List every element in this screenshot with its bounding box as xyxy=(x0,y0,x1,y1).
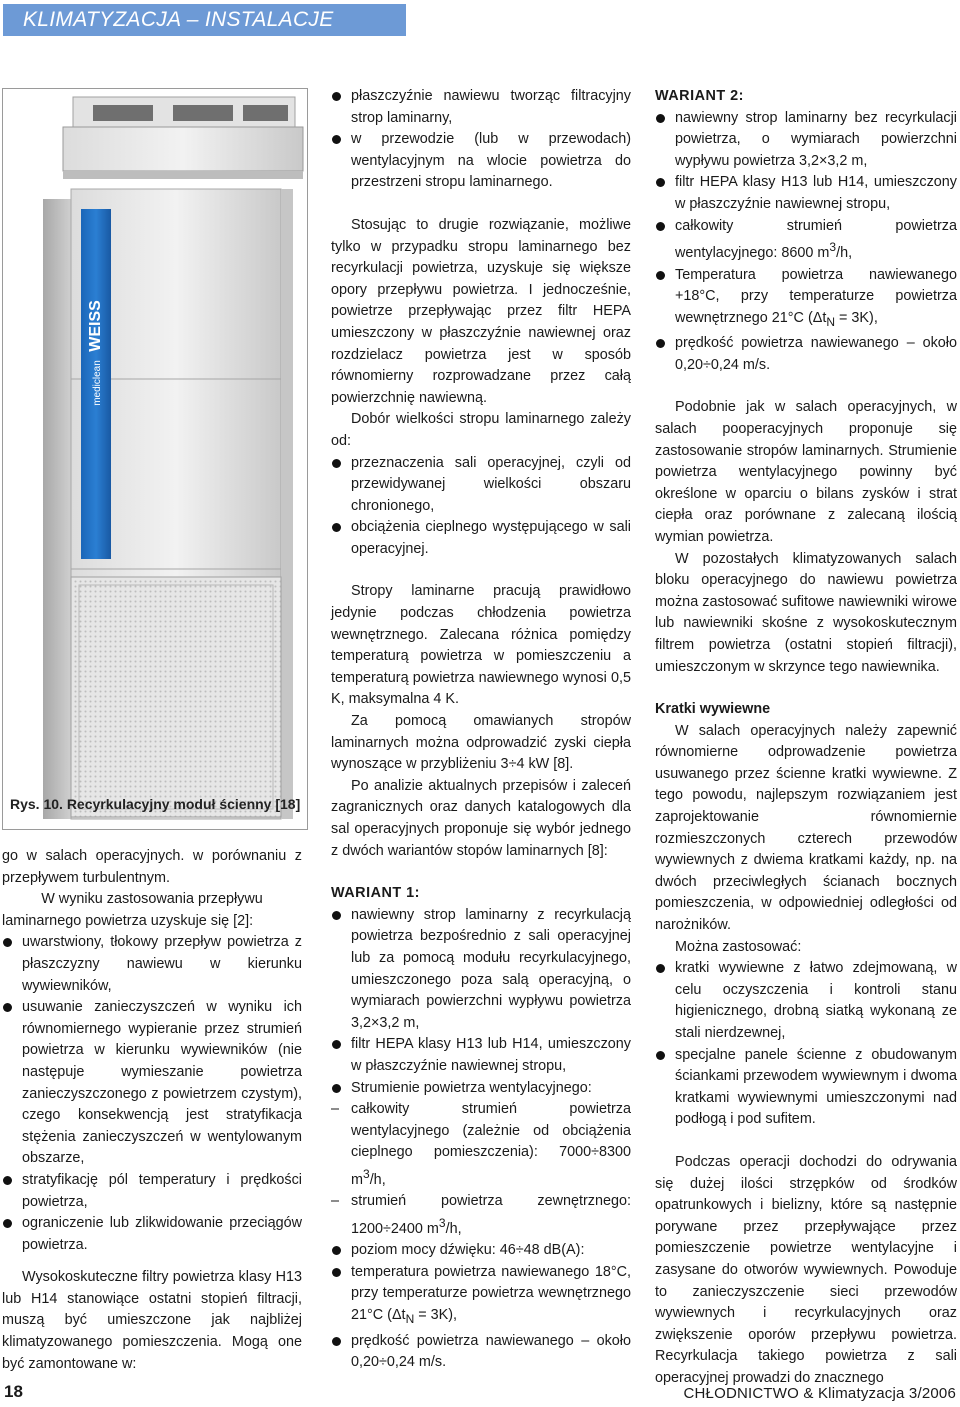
column3-para4: Można zastosować: xyxy=(675,938,802,955)
w1-dash-2-tail: /h, xyxy=(445,1220,462,1237)
column1-bullet-3: stratyfikację pól temperatury i prędkości powietrza, xyxy=(2,1170,302,1213)
w2-bullet-1: nawiewny strop laminarny bez recyrkulacji powietrza, o wymiarach powierzchni wypływu powietrza 3,2×3,2 m, xyxy=(655,108,957,173)
figure-frame xyxy=(2,88,308,830)
w1-dash-1-tail: /h, xyxy=(369,1171,386,1188)
w1-dash-1-text: całkowity strumień powietrza wentylacyjnego (zależnie od obciążenia cieplnego pomieszczenia): 7000÷8300 m xyxy=(351,1101,631,1188)
w2-bullet-4-sub: N xyxy=(826,314,836,329)
column2-bullet-mid-2: obciążenia cieplnego występującego w sali operacyjnej. xyxy=(331,517,631,560)
w1-dash-2 xyxy=(331,1191,631,1240)
column1-bullet-4: ograniczenie lub zlikwidowanie przeciągów powietrza. xyxy=(2,1213,302,1256)
column1-para2: Wysokoskuteczne filtry powietrza klasy H13 lub H14 stanowiące ostatni stopień filtracji, muszą być umieszczone jak najbliżej klimatyzowanego pomieszczenia. Mogą one być zamontowane w: xyxy=(2,1269,302,1372)
column3-para3: W salach operacyjnych należy zapewnić równomierne odprowadzenie powietrza usuwanego przez ścienne kratki wywiewne. Z tego powodu, najlepszym rozwiązaniem jest zaprojektowanie równomiernie rozmieszczonych czterech przewodów wywiewnych z dwiema kratkami każdy, np. na dwóch przeciwległych ścianach bocznych pomieszczenia, w odpowiedniej odległości od narożników. xyxy=(655,722,957,934)
w2-bullet-5: prędkość powietrza nawiewanego – około 0,20÷0,24 m/s. xyxy=(655,333,957,376)
column-3 xyxy=(655,86,957,1390)
w2-bullet-3-sup: 3 xyxy=(829,240,837,255)
wall-module-unit-illustration xyxy=(3,89,308,830)
column1-para1: W wyniku zastosowania przepływu laminarnego powietrza uzyskuje się [2]: xyxy=(2,891,263,929)
column3-bullet-1: kratki wywiewne z łatwo zdejmowaną, w celu oczyszczenia i kontroli stanu higienicznego, drobną siatką wykonaną ze stali nierdzewnej, xyxy=(655,958,957,1044)
brand-label xyxy=(81,209,111,449)
w1-bullet-4: poziom mocy dźwięku: 46÷48 dB(A): xyxy=(331,1240,631,1262)
w1-dash-2-sup: 3 xyxy=(438,1215,446,1230)
column1-intro: go w salach operacyjnych. w porównaniu z przepływem turbulentnym. xyxy=(2,848,302,886)
column2-para5: Po analizie aktualnych przepisów i zaleceń zagranicznych oraz danych katalogowych dla sal operacyjnych proponuje się wybór jednego z dwóch wariantów stopów laminarnych [8]: xyxy=(331,777,631,859)
w2-bullet-4-text: Temperatura powietrza nawiewanego +18°C, przy temperaturze powietrza wewnętrznego 21°C (Δt xyxy=(675,266,957,326)
column2-para1: Stosując to drugie rozwiązanie, możliwe tylko w przypadku stropu laminarnego bez recyrkulacji powietrza, uzyskuje się większe opory przepływu powietrza. I jednocześnie, powietrze przepływając przez filtr HEPA umieszczony w płaszczyźnie nawiewnej oraz rozdzielacz powietrza jest w sposób równomierny rozprowadzane przez całą powierzchnię nawiewną. xyxy=(331,216,631,406)
w2-bullet-4 xyxy=(655,265,957,334)
brand-text: WEISS xyxy=(87,300,104,352)
w2-bullet-4-tail: = 3K), xyxy=(835,309,878,326)
w2-bullet-3-tail: /h, xyxy=(836,244,853,261)
column3-para5: Podczas operacji dochodzi do odrywania się dużej ilości strzępków od środków opatrunkowych i bielizny, które są następnie porywane przez przepływające przez pomieszczenie powietrze wentylacyjne i zasysane do otworów wywiewnych. Powoduje to zanieczyszczenie sieci przewodów wywiewnych i recyrkulacyjnych oraz zwiększenie oporów przepływu powietrza. Recyrkulacja takiego powietrza z sali operacyjnej prowadzi do znacznego xyxy=(655,1153,957,1386)
brand-subtext: mediclean xyxy=(92,360,103,406)
w1-bullet-5-text: temperatura powietrza nawiewanego 18°C, przy temperaturze powietrza wewnętrznego 21°C (Δt xyxy=(351,1263,631,1324)
column2-bullet-top-2: w przewodzie (lub w przewodach) wentylacyjnym na wlocie powietrza do przestrzeni stropu laminarnego. xyxy=(331,129,631,194)
w2-bullet-3 xyxy=(655,216,957,265)
w1-dash-2-text: strumień powietrza zewnętrznego: 1200÷2400 m xyxy=(351,1193,631,1237)
column-1 xyxy=(2,846,302,1375)
column2-bullet-top-1: płaszczyźnie nawiewu tworząc filtracyjny strop laminarny, xyxy=(331,86,631,129)
column1-bullet-1: uwarstwiony, tłokowy przepływ powietrza z płaszczyzny nawiewu w kierunku wywiewników, xyxy=(2,932,302,997)
w2-bullet-2: filtr HEPA klasy H13 lub H14, umieszczony w płaszczyźnie nawiewnej stropu, xyxy=(655,172,957,215)
column2-bullet-mid-1: przeznaczenia sali operacyjnej, czyli od przewidywanej wielkości obszaru chronionego, xyxy=(331,453,631,518)
page-number: 18 xyxy=(4,1382,23,1401)
column2-para4: Za pomocą omawianych stropów laminarnych można odprowadzić zyski ciepła wynoszące w przybliżeniu 3÷4 kW [8]. xyxy=(331,713,631,773)
w1-dash-1-sup: 3 xyxy=(363,1166,370,1181)
w1-bullet-3: Strumienie powietrza wentylacyjnego: xyxy=(331,1078,631,1100)
w2-bullet-3-text: całkowity strumień powietrza wentylacyjnego: 8600 m xyxy=(675,217,957,261)
column1-bullet-2: usuwanie zanieczyszczeń w wyniku ich równomiernego wypieranie przez strumień powietrza w kierunku wywiewników (nie następuje wymieszanie powietrza zanieczyszczonego z powietrzem czystym), czego konsekwencją jest stratyfikacja stężenia zanieczyszczeń w wentylowanym obszarze, xyxy=(2,997,302,1170)
wariant-2-title: WARIANT 2: xyxy=(655,88,744,104)
w1-bullet-5 xyxy=(331,1262,631,1331)
w1-dash-1 xyxy=(331,1099,631,1191)
heading-kratki-wywiewne: Kratki wywiewne xyxy=(655,701,771,718)
figure-caption: Rys. 10. Recyrkulacyjny moduł ścienny [18] xyxy=(10,796,301,812)
w1-bullet-5-tail: = 3K), xyxy=(414,1307,458,1324)
column2-para2: Dobór wielkości stropu laminarnego zależy od: xyxy=(331,411,631,449)
w1-bullet-2: filtr HEPA klasy H13 lub H14, umieszczony w płaszczyźnie nawiewnej stropu, xyxy=(331,1034,631,1077)
column2-para3: Stropy laminarne pracują prawidłowo jedynie podczas chłodzenia powietrza wewnętrznego. Zalecana różnica pomiędzy temperaturą powietrza w pomieszczeniu a temperaturą powietrza nawiewnego wynosi 0,5 K, maksymalna 4 K. xyxy=(331,583,631,708)
section-banner xyxy=(3,4,406,36)
w1-bullet-5-sub: N xyxy=(405,1311,415,1326)
wariant-1-title: WARIANT 1: xyxy=(331,885,420,902)
w1-bullet-1: nawiewny strop laminarny z recyrkulacją powietrza bezpośrednio z sali operacyjnej lub za pomocą modułu recyrkulacyjnego, umieszczonego poza salą operacyjną, o wymiarach powierzchni wypływu powietrza 3,2×3,2 m, xyxy=(331,905,631,1035)
journal-footer: CHŁODNICTWO & Klimatyzacja 3/2006 xyxy=(683,1385,956,1402)
column-2 xyxy=(331,86,631,1374)
column3-para1: Podobnie jak w salach operacyjnych, w salach pooperacyjnych proponuje się zastosowanie stropów laminarnych. Strumienie powietrza wentylacyjnego powinny być określone w oparciu o bilans zysków i strat ciepła oraz porównane z zalecaną ilością wymian powietrza. xyxy=(655,399,957,545)
w1-bullet-6: prędkość powietrza nawiewanego – około 0,20÷0,24 m/s. xyxy=(331,1331,631,1374)
section-title: KLIMATYZACJA – INSTALACJE xyxy=(23,8,334,31)
column3-para2: W pozostałych klimatyzowanych salach bloku operacyjnego do nawiewu powietrza można zastosować sufitowe nawiewniki wirowe lub nawiewniki skośne z wysokoskutecznym filtrem powietrza (ostatni stopień filtracji), umieszczonym w skrzynce tego nawiewnika. xyxy=(655,550,957,675)
column3-bullet-2: specjalne panele ścienne z obudowanym ściankami przewodem wywiewnym i dwoma kratkami wywiewnymi umieszczonymi nad podłogą i pod sufitem. xyxy=(655,1045,957,1131)
